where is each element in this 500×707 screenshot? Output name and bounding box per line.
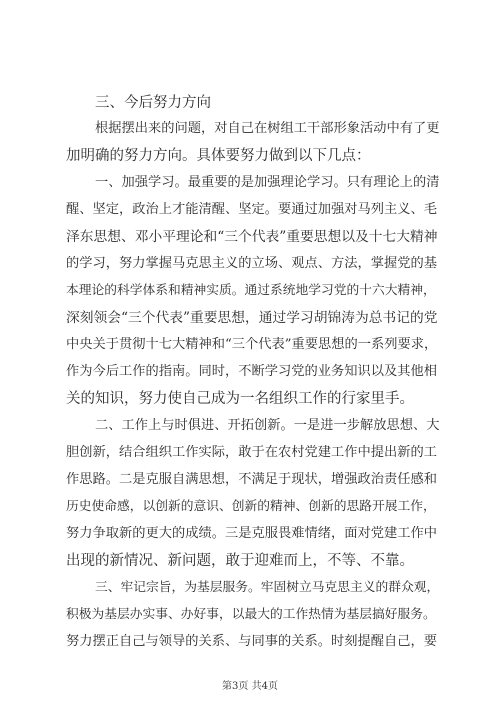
paragraph-line: 关的知识，努力使自己成为一名组织工作的行家里手。 [66,391,414,407]
paragraph-line: 胆创新，结合组织工作实际，敢于在农村党建工作中提出新的工 [66,445,438,460]
paragraph-line: 醒、坚定，政治上才能清醒、坚定。要通过加强对马列主义、毛 [66,202,438,217]
paragraph-line: 本理论的科学体系和精神实质。通过系统地学习党的十六大精神， [66,283,436,298]
paragraph-line: 深刻领会“三个代表”重要思想，通过学习胡锦涛为总书记的党 [66,310,438,326]
page-number-footer: 第3页 共4页 [222,681,278,692]
paragraph-line: 三、牢记宗旨，为基层服务。牢固树立马克思主义的群众观， [95,580,440,595]
paragraph-line: 根据摆出来的问题，对自己在树组工干部形象活动中有了更 [95,121,440,136]
section-heading: 三、今后努力方向 [95,95,211,111]
paragraph-line: 加明确的努力方向。具体要努力做到以下几点： [66,148,371,164]
paragraph-line: 作为今后工作的指南。同时，不断学习党的业务知识以及其他相 [66,364,438,379]
paragraph-line: 一、加强学习。最重要的是加强理论学习。只有理论上的清 [95,175,440,190]
paragraph-line: 努力争取新的更大的成绩。三是克服畏难情绪，面对党建工作中 [66,526,438,541]
paragraph-line: 泽东思想、邓小平理论和“三个代表”重要思想以及十七大精神 [66,229,438,245]
paragraph-line: 作思路。二是克服自满思想，不满足于现状，增强政治责任感和 [66,472,438,487]
paragraph-line: 中央关于贯彻十七大精神和“三个代表”重要思想的一系列要求， [66,337,438,352]
paragraph-line: 二、工作上与时俱进、开拓创新。一是进一步解放思想、大 [95,418,440,433]
paragraph-line: 的学习，努力掌握马克思主义的立场、观点、方法，掌握党的基 [66,256,438,271]
paragraph-line: 积极为基层办实事、办好事，以最大的工作热情为基层搞好服务。 [66,607,436,622]
paragraph-line: 努力摆正自己与领导的关系、与同事的关系。时刻提醒自己，要 [66,634,438,649]
paragraph-line: 历史使命感，以创新的意识、创新的精神、创新的思路开展工作， [66,499,436,514]
paragraph-line: 出现的新情况、新问题，敢于迎难而上，不等、不靠。 [66,553,414,569]
